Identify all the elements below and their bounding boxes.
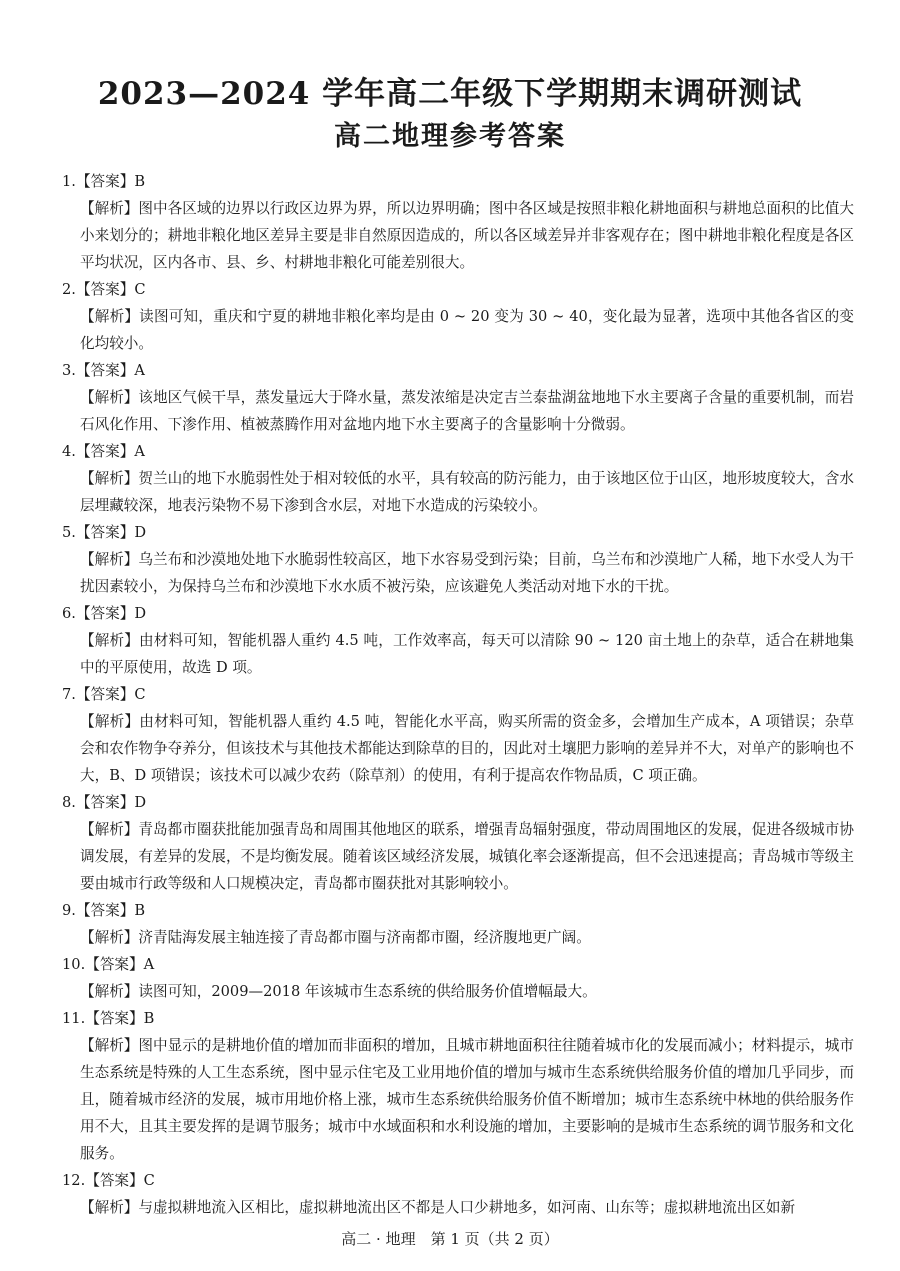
question-number: 2. <box>62 281 76 298</box>
answer-value: D <box>134 794 147 811</box>
explanation-text: 与虚拟耕地流入区相比，虚拟耕地流出区不都是人口少耕地多，如河南、山东等；虚拟耕地流出区如新 <box>138 1199 796 1216</box>
explanation-text: 济青陆海发展主轴连接了青岛都市圈与济南都市圈，经济腹地更广阔。 <box>138 929 591 946</box>
answer-label: 【答案】 <box>75 686 135 703</box>
explanation <box>80 708 854 789</box>
question-1 <box>62 168 854 276</box>
explanation-text: 图中各区域的边界以行政区边界为界，所以边界明确；图中各区域是按照非粮化耕地面积与耕地总面积的比值大小来划分的；耕地非粮化地区差异主要是非自然原因造成的，所以各区域差异并非客观存在；图中耕地非粮化程度是各区平均状况，区内各市、县、乡、村耕地非粮化可能差别很大。 <box>80 200 854 271</box>
answer-line <box>62 276 854 303</box>
page-footer: 高二 · 地理 第 1 页（共 2 页） <box>341 1230 559 1248</box>
answer-line <box>62 168 854 195</box>
explanation <box>80 1032 854 1167</box>
answer-line <box>62 951 854 978</box>
question-number: 10. <box>62 956 86 973</box>
answer-line <box>62 681 854 708</box>
answer-label: 【答案】 <box>75 605 135 622</box>
explanation-label: 【解析】 <box>80 1037 139 1054</box>
question-11 <box>62 1005 854 1167</box>
answer-line <box>62 897 854 924</box>
question-number: 4. <box>62 443 76 460</box>
explanation-label: 【解析】 <box>80 821 139 838</box>
explanation <box>80 1194 854 1221</box>
answer-value: C <box>134 686 146 703</box>
question-number: 3. <box>62 362 76 379</box>
explanation-text: 图中显示的是耕地价值的增加而非面积的增加，且城市耕地面积往往随着城市化的发展而减小；材料提示，城市生态系统是特殊的人工生态系统，图中显示住宅及工业用地价值的增加与城市生态系统供给服务价值的增加几乎同步，而且，随着城市经济的发展，城市用地价格上涨，城市生态系统供给服务价值不断增加；城市生态系统中林地的供给服务作用不大，且其主要发挥的是调节服务；城市中水域面积和水利设施的增加，主要影响的是城市生态系统的调节服务和文化服务。 <box>80 1037 854 1162</box>
question-number: 6. <box>62 605 76 622</box>
answer-value: D <box>134 524 147 541</box>
question-5 <box>62 519 854 600</box>
question-number: 1. <box>62 173 76 190</box>
explanation-label: 【解析】 <box>80 470 139 487</box>
question-8 <box>62 789 854 897</box>
question-number: 12. <box>62 1172 86 1189</box>
answer-value: A <box>134 362 145 379</box>
question-number: 9. <box>62 902 76 919</box>
question-12 <box>62 1167 854 1221</box>
explanation <box>80 816 854 897</box>
explanation <box>80 384 854 438</box>
answer-label: 【答案】 <box>75 173 135 190</box>
answer-line <box>62 1167 854 1194</box>
question-number: 11. <box>62 1010 86 1027</box>
explanation-label: 【解析】 <box>80 1199 139 1216</box>
answer-value: C <box>143 1172 155 1189</box>
explanation-text: 青岛都市圈获批能加强青岛和周围其他地区的联系，增强青岛辐射强度，带动周围地区的发展，促进各级城市协调发展，有差异的发展，不是均衡发展。随着该区域经济发展，城镇化率会逐渐提高，但不会迅速提高；青岛城市等级主要由城市行政等级和人口规模决定，青岛都市圈获批对其影响较小。 <box>80 821 854 892</box>
explanation-label: 【解析】 <box>80 713 140 730</box>
explanation-label: 【解析】 <box>80 308 140 325</box>
explanation <box>80 978 854 1005</box>
question-9 <box>62 897 854 951</box>
explanation <box>80 924 854 951</box>
question-10 <box>62 951 854 1005</box>
answer-label: 【答案】 <box>85 956 144 973</box>
explanation <box>80 195 854 276</box>
explanation <box>80 627 854 681</box>
question-7 <box>62 681 854 789</box>
question-6 <box>62 600 854 681</box>
answer-label: 【答案】 <box>75 362 135 379</box>
answer-value: A <box>143 956 155 973</box>
explanation-text: 该地区气候干旱，蒸发量远大于降水量，蒸发浓缩是决定吉兰泰盐湖盆地地下水主要离子含量的重要机制，而岩石风化作用、下渗作用、植被蒸腾作用对盆地内地下水主要离子的含量影响十分微弱。 <box>80 389 854 433</box>
explanation-label: 【解析】 <box>80 200 139 217</box>
question-2 <box>62 276 854 357</box>
page-subtitle: 高二地理参考答案 <box>334 121 566 152</box>
question-4 <box>62 438 854 519</box>
explanation <box>80 465 854 519</box>
answer-label: 【答案】 <box>85 1172 144 1189</box>
explanation-label: 【解析】 <box>80 389 139 406</box>
explanation <box>80 546 854 600</box>
explanation <box>80 303 854 357</box>
answer-list <box>62 168 854 1221</box>
answer-line <box>62 438 854 465</box>
answer-label: 【答案】 <box>75 524 135 541</box>
question-number: 5. <box>62 524 76 541</box>
answer-line <box>62 789 854 816</box>
answer-value: B <box>134 173 146 190</box>
answer-label: 【答案】 <box>75 794 135 811</box>
answer-line <box>62 357 854 384</box>
answer-value: B <box>134 902 146 919</box>
answer-value: B <box>143 1010 155 1027</box>
question-3 <box>62 357 854 438</box>
explanation-text: 贺兰山的地下水脆弱性处于相对较低的水平，具有较高的防污能力，由于该地区位于山区，地形坡度较大，含水层埋藏较深，地表污染物不易下渗到含水层，对地下水造成的污染较小。 <box>80 470 854 514</box>
question-number: 7. <box>62 686 76 703</box>
answer-line <box>62 600 854 627</box>
explanation-text: 乌兰布和沙漠地处地下水脆弱性较高区，地下水容易受到污染；目前，乌兰布和沙漠地广人稀，地下水受人为干扰因素较小，为保持乌兰布和沙漠地下水水质不被污染，应该避免人类活动对地下水的干扰。 <box>80 551 854 595</box>
answer-line <box>62 519 854 546</box>
explanation-text: 读图可知，2009—2018 年该城市生态系统的供给服务价值增幅最大。 <box>138 983 597 1000</box>
answer-label: 【答案】 <box>85 1010 144 1027</box>
answer-line <box>62 1005 854 1032</box>
answer-label: 【答案】 <box>75 443 135 460</box>
answer-value: C <box>134 281 146 298</box>
explanation-text: 由材料可知，智能机器人重约 4.5 吨，智能化水平高，购买所需的资金多，会增加生产成本，A 项错误；杂草会和农作物争夺养分，但该技术与其他技术都能达到除草的目的，因此对土壤肥力影响的差异并不大，对单产的影响也不大，B、D 项错误；该技术可以减少农药（除草剂）的使用，有利于提高农作物品质，C 项正确。 <box>80 713 854 784</box>
explanation-label: 【解析】 <box>80 983 139 1000</box>
explanation-text: 由材料可知，智能机器人重约 4.5 吨，工作效率高，每天可以清除 90 ~ 120 亩土地上的杂草，适合在耕地集中的平原使用，故选 D 项。 <box>80 632 854 676</box>
explanation-label: 【解析】 <box>80 551 139 568</box>
answer-value: A <box>134 443 145 460</box>
answer-label: 【答案】 <box>75 902 135 919</box>
answer-label: 【答案】 <box>75 281 135 298</box>
page-title: 2023—2024 学年高二年级下学期期末调研测试 <box>97 76 803 112</box>
explanation-label: 【解析】 <box>80 632 139 649</box>
answer-value: D <box>134 605 147 622</box>
explanation-label: 【解析】 <box>80 929 139 946</box>
question-number: 8. <box>62 794 76 811</box>
explanation-text: 读图可知，重庆和宁夏的耕地非粮化率均是由 0 ~ 20 变为 30 ~ 40，变化最为显著，选项中其他各省区的变化均较小。 <box>80 308 854 352</box>
